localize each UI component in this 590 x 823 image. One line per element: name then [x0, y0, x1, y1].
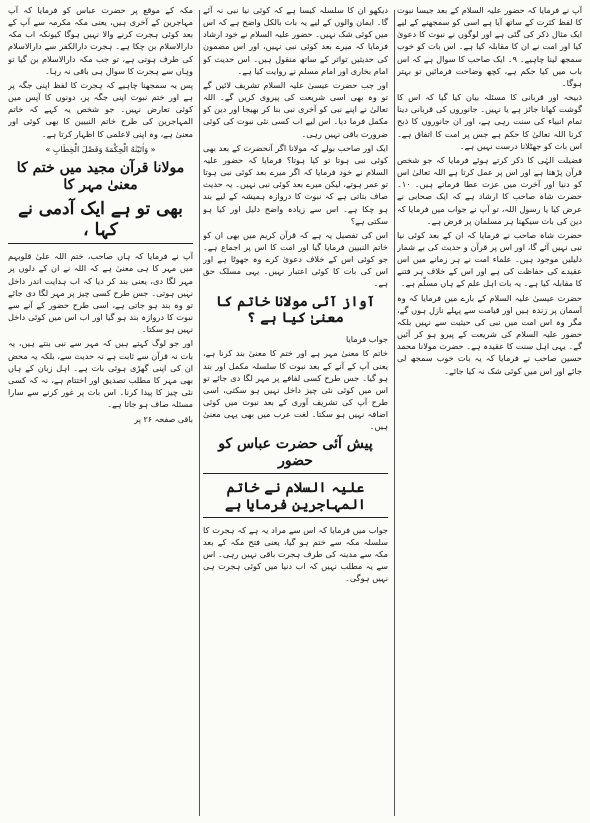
- section-heading: بھی تو ہے ایک آدمی نے کہا ،: [8, 199, 193, 244]
- paragraph: آپ نے فرمایا کہ حضور علیہ السلام کے بعد جیسا نبوت کا لفظ کثرت کے ساتھ آیا ہے اسی کو سمجھنے کے لیے ایک مثال ذکر کی گئی ہے اور لوگوں نے نبوت کا دعویٰ کیا اور امت نے ان کا مقابلہ کیا ہے۔ اس بات کو خوب سمجھ لینا چاہیے۔ ۹۔ ایک صاحب کا سوال ہے کہ اس باب میں کیا حکم ہے، کچھ وضاحت فرمائیں تو بہتر ہوگا۔: [397, 5, 582, 88]
- section-heading: مولانا قرآن مجید میں ختم کا معنیٰ مہر کا: [16, 159, 185, 193]
- column-divider: [394, 10, 395, 816]
- paragraph: اس کی تفصیل یہ ہے کہ قرآن کریم میں بھی ان کو خاتم النبیین فرمایا گیا اور امت کا اس پر اجماع ہے۔ جو کوئی اس کے خلاف دعویٰ کرے وہ جھوٹا ہے اور اس کی بات کا کوئی اعتبار نہیں۔ یہی مسلک حق ہے۔: [203, 229, 388, 289]
- left-column: [8, 4, 193, 819]
- paragraph: خاتم کا معنیٰ مہر ہے اور ختم کا معنیٰ بند کرنا ہے، یعنی آپ کے آنے کے بعد نبوت کا سلسلہ مکمل اور بند ہو گیا۔ جس طرح کسی لفافے پر مہر لگا دی جائے تو اس میں کوئی نئی چیز داخل نہیں ہو سکتی، اسی طرح آپ کی تشریف آوری کے بعد نبوت میں کوئی اضافہ نہیں ہو سکتا۔ لغت عرب میں بھی یہی معنیٰ ہیں۔: [203, 348, 388, 432]
- sub-heading: جواب فرمایا: [346, 334, 388, 345]
- section-heading: علیہ السلام نے خاتم المہاجرین فرمایا ہے: [203, 480, 388, 518]
- middle-column: [203, 4, 388, 819]
- newspaper-page: [4, 4, 586, 819]
- section-heading: پیش آئی حضرت عباس کو حضور: [203, 436, 388, 474]
- paragraph: ذبیحہ اور قربانی کا مسئلہ بیان کیا گیا کہ اس کا گوشت کھانا جائز ہے یا نہیں۔ جانوروں کی قربانی دینا تمام انبیاء کی سنت رہی ہے، اور ان جانوروں کا ذبح کرنا اللہ تعالیٰ کا حکم ہے جس پر امت کا اتفاق ہے۔ اس بات کو جھٹلانا درست نہیں ہے۔: [397, 92, 582, 151]
- continued-note: باقی صفحہ ۲۶ پر: [134, 415, 193, 425]
- paragraph: حضرت عیسیٰ علیہ السلام کے بارے میں فرمایا کہ وہ آسمان پر زندہ ہیں اور قیامت سے پہلے نازل ہوں گے، مگر وہ اس امت میں نبی کی حیثیت سے نہیں بلکہ حضور علیہ السلام کی شریعت کے پیرو ہو کر آئیں گے۔ یہی اہل سنت کا عقیدہ ہے۔ حضرت مولانا محمد حسین صاحب نے فرمایا کہ یہ بات خوب سمجھ لی جائے اور اس میں کوئی شک نہ کیا جائے۔: [397, 292, 582, 376]
- paragraph: مکہ کے موقع پر حضرت عباس کو فرمایا کہ آپ مہاجرین کے آخری ہیں، یعنی مکہ مکرمہ سے آپ کے بعد کوئی ہجرت کرنے والا نہیں ہوگا کیونکہ اب مکہ دارالاسلام بن چکا ہے۔ ہجرت دارالکفر سے دارالاسلام کی طرف ہوتی ہے، تو جب مکہ دارالاسلام بن گیا تو وہاں سے ہجرت کا سوال ہی باقی نہ رہا۔: [8, 5, 193, 76]
- paragraph: حضرت شاہ صاحب نے فرمایا کہ ان کے بعد کوئی نیا نبی نہیں آئے گا، اور اس پر قرآن و حدیث کی بے شمار دلیلیں موجود ہیں۔ علماء امت نے ہر زمانے میں اس عقیدے کی حفاظت کی ہے اور اس کے خلاف ہر فتنے کا مقابلہ کیا ہے۔ یہ بات اہل علم کے ہاں مسلّم ہے۔: [397, 229, 582, 289]
- paragraph: آپ نے فرمایا کہ ہاں صاحب، ختم اللہ علیٰ قلوبہم میں مہر کا ہی معنیٰ ہے کہ اللہ نے ان کے دلوں پر مہر لگا دی، یعنی بند کر دیا کہ اب ہدایت اندر داخل نہیں ہوتی۔ جس طرح کسی چیز پر مہر لگا دی جائے تو وہ بند ہو جاتی ہے، اسی طرح حضور کے آنے سے نبوت کا دروازہ بند ہو گیا اور اب اس میں کوئی داخل نہیں ہو سکتا۔: [8, 251, 193, 335]
- paragraph: اور جو لوگ کہتے ہیں کہ مہر سے نبی بنتے ہیں، یہ بات نہ قرآن سے ثابت ہے نہ حدیث سے، بلکہ یہ محض ان کی اپنی گھڑی ہوئی بات ہے۔ اہل زبان کے ہاں بھی مہر کا مطلب تصدیق اور اختتام ہے، نہ کہ کسی نئی چیز کا پیدا کرنا۔ اس بات پر غور کرنے سے سارا مسئلہ صاف ہو جاتا ہے۔: [8, 338, 193, 410]
- paragraph: ایک اور صاحب بولے کہ مولانا اگر آنحضرت کے بعد بھی کوئی نبی ہوتا تو کیا ہوتا؟ فرمایا کہ حضور علیہ السلام نے خود فرمایا کہ اگر میرے بعد کوئی نبی ہوتا تو عمر ہوتے، لیکن میرے بعد کوئی نبی نہیں۔ یہ حدیث صاف بتاتی ہے کہ نبوت کا دروازہ ہمیشہ کے لیے بند ہو چکا ہے۔ اس سے زیادہ واضح دلیل اور کیا ہو سکتی ہے؟: [203, 142, 388, 226]
- paragraph: جواب میں فرمایا کہ اس سے مراد یہ ہے کہ ہجرت کا سلسلہ مکہ سے ختم ہو گیا، یعنی فتح مکہ کے بعد مکہ سے مدینہ کی طرف ہجرت باقی نہیں رہی۔ اس سے یہ مطلب نہیں کہ اب دنیا میں کوئی ہجرت ہی نہیں ہوگی۔: [203, 524, 388, 584]
- column-divider: [199, 10, 200, 816]
- arabic-quote: « وَاٰتَیْنٰهُ الْحِکْمَةَ وَفَصْلَ الْخِطَابِ »: [45, 144, 156, 154]
- right-column: [397, 4, 582, 819]
- paragraph: دیکھو ان کا سلسلہ کیسا ہے کہ کوئی نیا نبی نہ آئے گا۔ ایمان والوں کے لیے یہ بات بالکل واضح ہے کہ اس میں کوئی شک نہیں۔ حضور علیہ السلام نے خود ارشاد فرمایا کہ میرے بعد کوئی نبی نہیں، اور اس مضمون کی حدیثیں تواتر کے ساتھ منقول ہیں۔ اس حدیث کو امام بخاری اور امام مسلم نے روایت کیا ہے۔: [203, 5, 388, 76]
- paragraph: اور جب حضرت عیسیٰ علیہ السلام تشریف لائیں گے تو وہ بھی اسی شریعت کی پیروی کریں گے۔ اللہ تعالیٰ نے اپنے نبی کو آخری نبی بنا کر بھیجا اور دین کو مکمل فرما دیا۔ اس لیے اب کسی نئی نبوت کی کوئی ضرورت باقی نہیں رہی۔: [203, 79, 388, 139]
- section-heading: آواز آئی مولانا خاتم کا معنیٰ کیا ہے ؟: [216, 293, 375, 327]
- paragraph: پس یہ سمجھنا چاہیے کہ ہجرت کا لفظ اپنی جگہ پر ہے اور ختم نبوت اپنی جگہ پر، دونوں کا آپس میں کوئی تعارض نہیں۔ جو شخص یہ کہے کہ خاتم المہاجرین کی طرح خاتم النبیین کا بھی کوئی اور معنیٰ ہے، وہ اپنی لاعلمی کا اظہار کرتا ہے۔: [8, 79, 193, 139]
- paragraph: فضیلت الہٰی کا ذکر کرتے ہوئے فرمایا کہ جو شخص قرآن پڑھتا ہے اور اس پر عمل کرتا ہے اللہ تعالیٰ اس کو دنیا اور آخرت میں عزت عطا فرماتے ہیں۔ ۱۰۔ حضرت شاہ صاحب کا ارشاد ہے کہ ایک صحابی نے عرض کیا یا رسول اللہ، تو آپ نے جواب میں فرمایا کہ دین کی بات سیکھنا ہر مسلمان پر فرض ہے۔: [397, 154, 582, 226]
